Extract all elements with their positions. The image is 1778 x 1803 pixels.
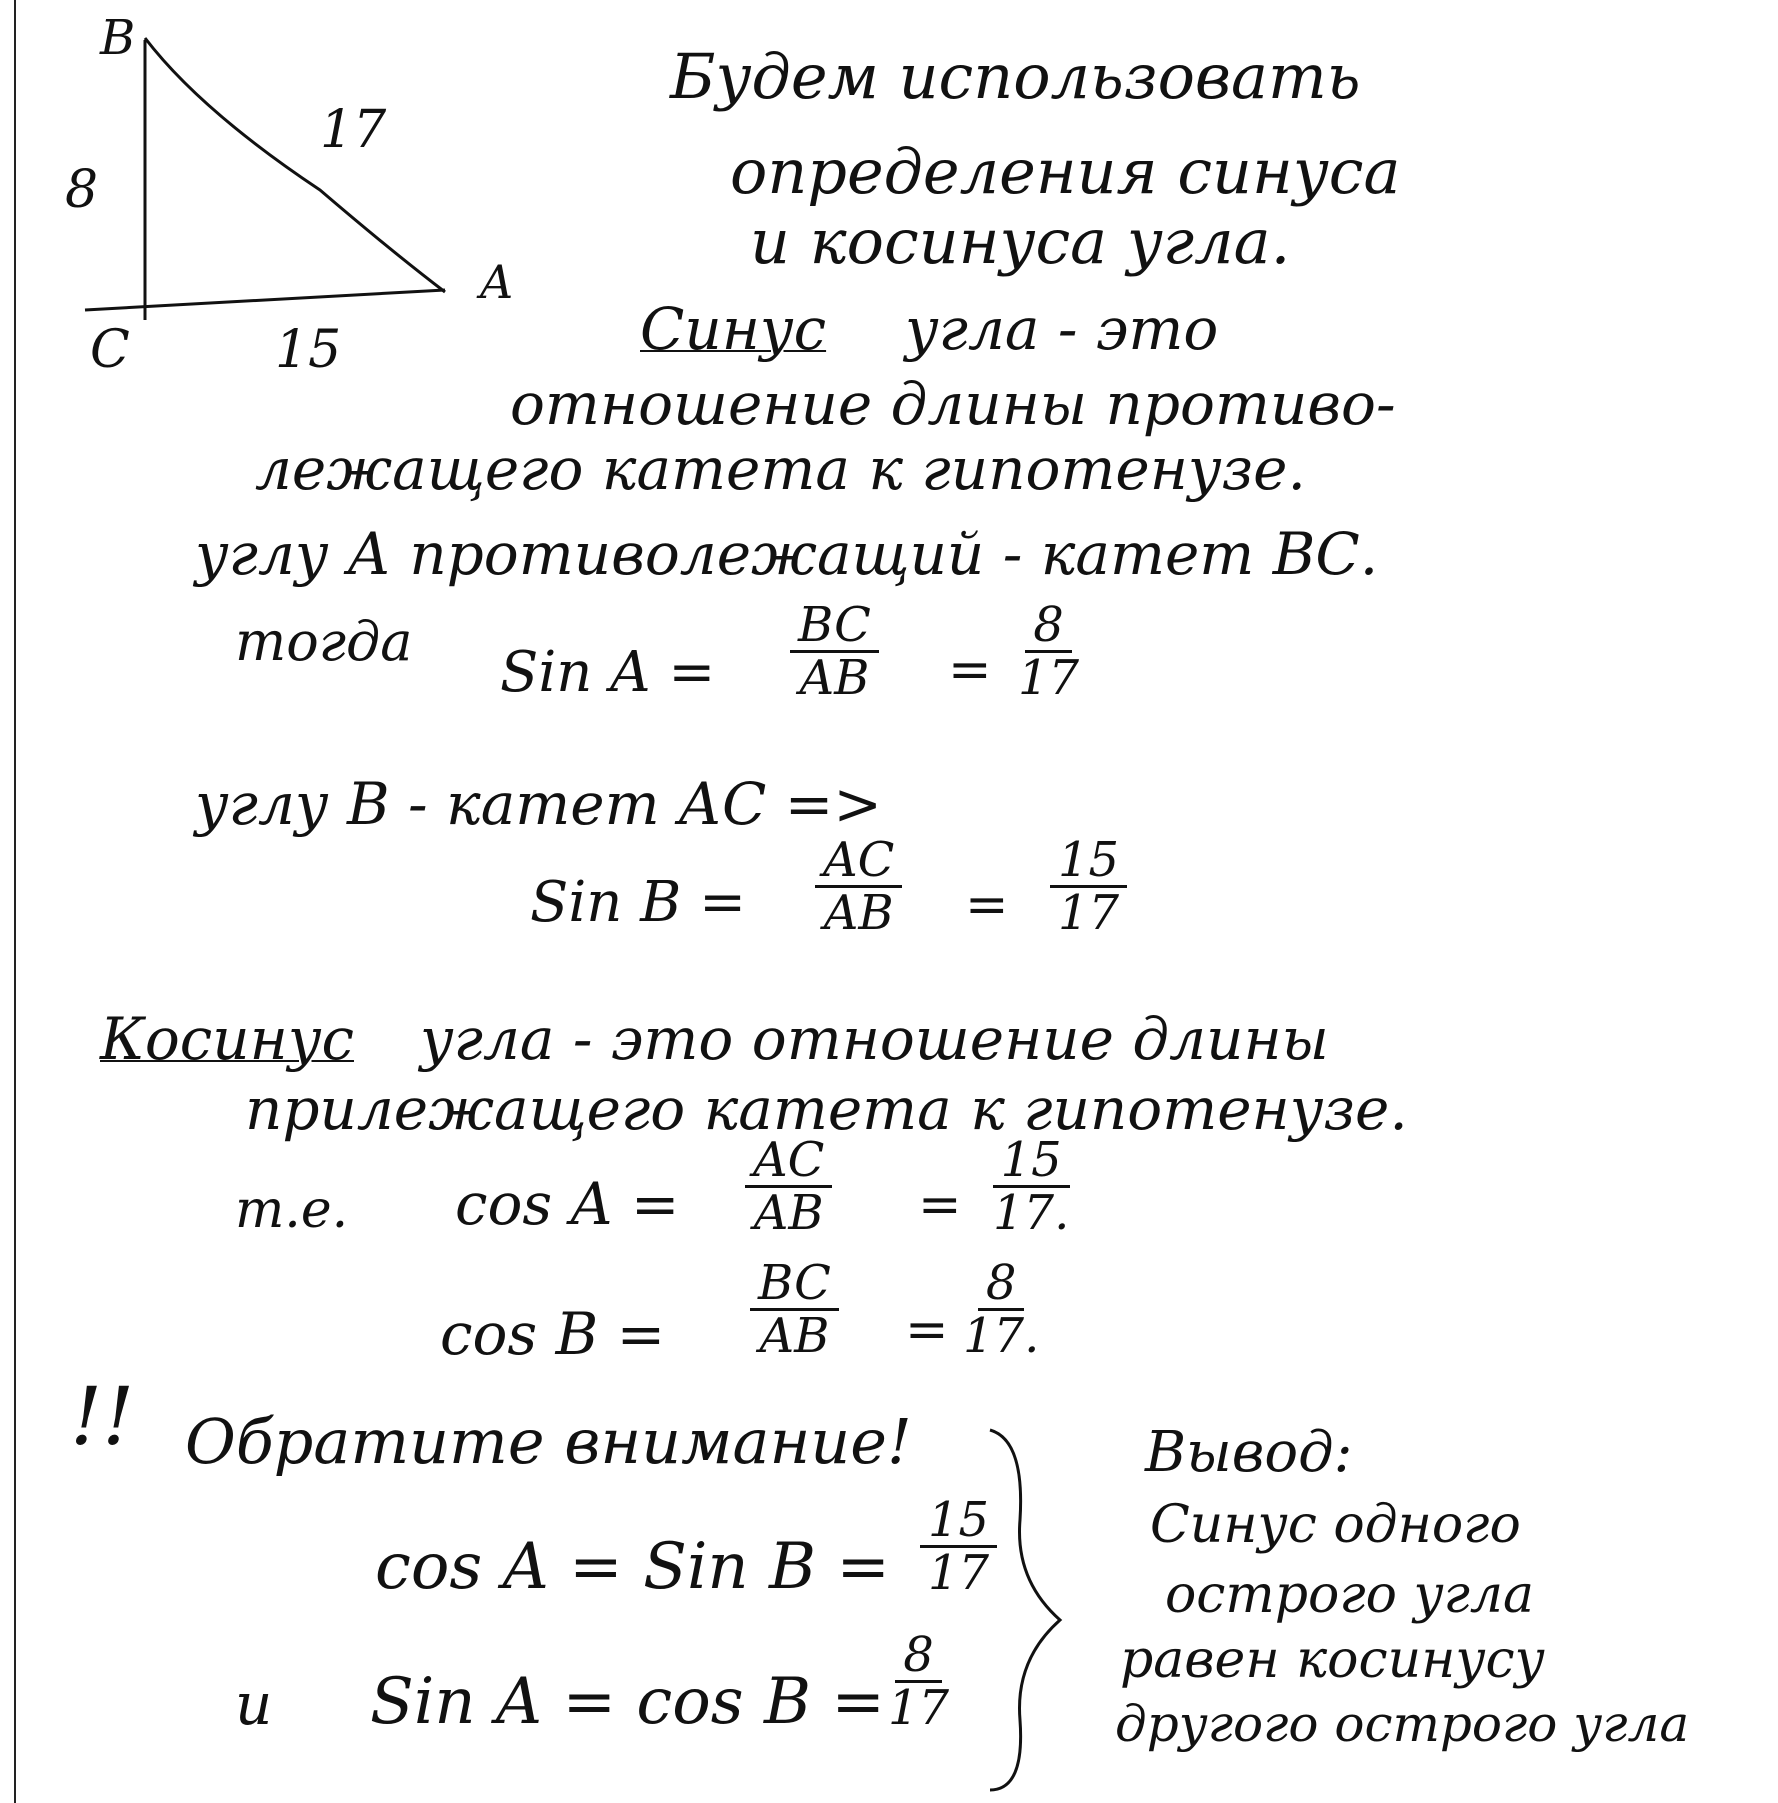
fraction-numerator: 8 bbox=[895, 1630, 942, 1683]
fraction-denominator: 17. bbox=[963, 1308, 1040, 1365]
fraction-denominator: 17 bbox=[888, 1680, 950, 1737]
cos-b-lhs: cos B = bbox=[440, 1300, 666, 1368]
fraction-denominator: AB bbox=[823, 885, 894, 942]
cos-a-equals: = bbox=[918, 1175, 962, 1235]
conclusion-line-1: Синус одного bbox=[1150, 1495, 1521, 1555]
sine-def-line-1: угла - это bbox=[905, 295, 1219, 363]
fraction-denominator: 17. bbox=[993, 1185, 1070, 1242]
sine-def-line-3: лежащего катета к гипотенузе. bbox=[255, 435, 1306, 503]
conclusion-line-4: другого острого угла bbox=[1115, 1695, 1690, 1753]
angle-a-then: тогда bbox=[235, 610, 413, 673]
side-ab-length: 17 bbox=[320, 100, 387, 160]
sin-a-equals: = bbox=[948, 640, 992, 700]
cos-a-fraction-value bbox=[985, 1132, 1077, 1242]
intro-line-1: Будем использовать bbox=[670, 40, 1361, 113]
cosine-def-line-2: прилежащего катета к гипотенузе. bbox=[245, 1075, 1408, 1143]
side-ca-line bbox=[85, 290, 445, 310]
identity-1-fraction bbox=[920, 1492, 997, 1602]
vertex-b-label: B bbox=[100, 10, 136, 66]
side-ca-length: 15 bbox=[275, 320, 342, 380]
right-brace bbox=[990, 1430, 1060, 1790]
sine-term: Синус bbox=[640, 295, 827, 363]
cosine-term: Косинус bbox=[100, 1005, 354, 1073]
vertex-a-label: A bbox=[480, 255, 514, 309]
cosine-def-line-1: угла - это отношение длины bbox=[420, 1005, 1329, 1073]
cos-a-lhs: cos A = bbox=[455, 1170, 680, 1238]
cos-b-equals: = bbox=[905, 1300, 949, 1360]
fraction-numerator: AC bbox=[745, 1135, 832, 1188]
conclusion-line-3: равен косинусу bbox=[1120, 1630, 1545, 1690]
fraction-numerator: BC bbox=[750, 1258, 839, 1311]
fraction-numerator: 8 bbox=[1025, 600, 1072, 653]
fraction-denominator: 17 bbox=[1018, 650, 1080, 707]
vertex-c-label: C bbox=[90, 320, 130, 380]
fraction-numerator: 8 bbox=[978, 1258, 1025, 1311]
fraction-denominator: AB bbox=[799, 650, 870, 707]
sin-b-fraction-ac-ab bbox=[815, 832, 902, 942]
intro-line-2: определения синуса bbox=[730, 135, 1401, 208]
fraction-denominator: 17 bbox=[1058, 885, 1120, 942]
identity-2-lhs: Sin A = cos B = bbox=[370, 1665, 885, 1739]
identity-2-prefix: и bbox=[235, 1670, 273, 1738]
conclusion-title: Вывод: bbox=[1145, 1420, 1353, 1485]
fraction-numerator: BC bbox=[790, 600, 879, 653]
fraction-numerator: 15 bbox=[1050, 835, 1127, 888]
angle-b-line: углу В - катет АС => bbox=[195, 770, 882, 838]
sin-a-fraction-value bbox=[1010, 597, 1087, 707]
fraction-numerator: AC bbox=[815, 835, 902, 888]
side-bc-length: 8 bbox=[65, 160, 99, 220]
conclusion-line-2: острого угла bbox=[1165, 1565, 1535, 1625]
sine-def-line-2: отношение длины противо- bbox=[510, 370, 1396, 438]
fraction-numerator: 15 bbox=[920, 1495, 997, 1548]
cos-b-fraction-value bbox=[955, 1255, 1047, 1365]
sin-a-lhs: Sin A = bbox=[500, 640, 716, 705]
intro-line-3: и косинуса угла. bbox=[750, 205, 1291, 278]
fraction-numerator: 15 bbox=[993, 1135, 1070, 1188]
fraction-denominator: AB bbox=[759, 1308, 830, 1365]
sin-b-equals: = bbox=[965, 875, 1009, 935]
side-ab-line bbox=[145, 38, 445, 292]
fraction-denominator: 17 bbox=[928, 1545, 990, 1602]
cos-b-fraction-bc-ab bbox=[750, 1255, 839, 1365]
cos-a-prefix: т.е. bbox=[235, 1180, 349, 1240]
sin-a-fraction-bc-ab bbox=[790, 597, 879, 707]
identity-2-fraction bbox=[880, 1627, 957, 1737]
sin-b-fraction-value bbox=[1050, 832, 1127, 942]
cos-a-fraction-ac-ab bbox=[745, 1132, 832, 1242]
attention-text: Обратите внимание! bbox=[185, 1405, 912, 1478]
angle-a-line: углу А противолежащий - катет ВС. bbox=[195, 520, 1379, 588]
attention-marks: !! bbox=[70, 1370, 135, 1463]
identity-1-lhs: cos A = Sin B = bbox=[375, 1530, 890, 1604]
fraction-denominator: AB bbox=[753, 1185, 824, 1242]
sin-b-lhs: Sin B = bbox=[530, 870, 747, 935]
